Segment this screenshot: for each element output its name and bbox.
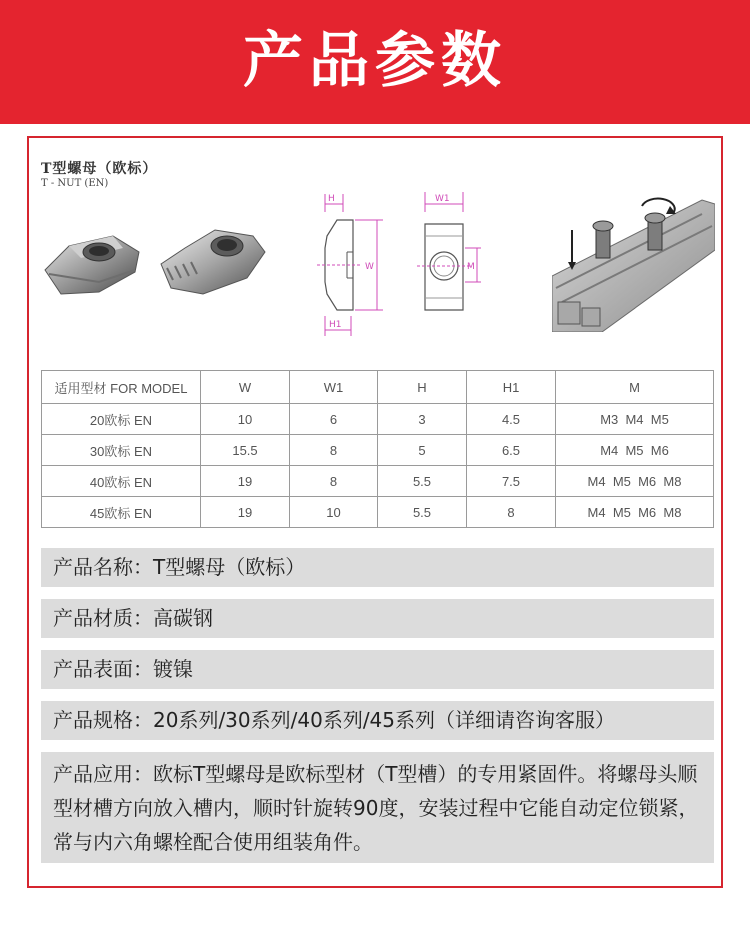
table-cell: 15.5 — [201, 435, 290, 466]
col-header-w1: W1 — [290, 371, 378, 404]
product-title-zh: T型螺母（欧标） — [41, 161, 158, 177]
table-row — [42, 466, 714, 497]
table-cell: 3 — [378, 404, 467, 435]
spec-table — [41, 370, 714, 528]
info-specification: 产品规格：20系列/30系列/40系列/45系列（详细请咨询客服） — [41, 701, 714, 740]
col-header-model: 适用型材 FOR MODEL — [42, 371, 201, 404]
product-card — [27, 136, 723, 888]
installation-photo — [552, 190, 715, 332]
info-application: 产品应用：欧标T型螺母是欧标型材（T型槽）的专用紧固件。将螺母头顺型材槽方向放入槽内，顺时针旋转90度，安装过程中它能自动定位锁紧， 常与内六角螺栓配合使用组装角件。 — [41, 752, 714, 863]
info-surface: 产品表面：镀镍 — [41, 650, 714, 689]
table-cell: 6.5 — [467, 435, 556, 466]
col-header-h1: H1 — [467, 371, 556, 404]
col-header-m: M — [556, 371, 714, 404]
table-cell: 5.5 — [378, 466, 467, 497]
table-cell: 8 — [467, 497, 556, 528]
dim-w1-label: W1 — [435, 194, 450, 204]
table-cell: M3 M4 M5 — [556, 404, 714, 435]
table-cell: 45欧标 EN — [42, 497, 201, 528]
table-cell: M4 M5 M6 — [556, 435, 714, 466]
table-row — [42, 404, 714, 435]
table-cell: 4.5 — [467, 404, 556, 435]
col-header-h: H — [378, 371, 467, 404]
dim-m-label: M — [467, 262, 475, 272]
table-row — [42, 435, 714, 466]
info-product-name: 产品名称：T型螺母（欧标） — [41, 548, 714, 587]
table-cell: 20欧标 EN — [42, 404, 201, 435]
table-row — [42, 497, 714, 528]
dim-h-label: H — [328, 194, 335, 204]
table-cell: 6 — [290, 404, 378, 435]
info-material: 产品材质：高碳钢 — [41, 599, 714, 638]
side-dimension-diagram — [317, 190, 385, 338]
header-banner — [0, 0, 750, 124]
table-cell: 5.5 — [378, 497, 467, 528]
table-cell: 10 — [201, 404, 290, 435]
table-cell: 19 — [201, 466, 290, 497]
dim-w-label: W — [365, 262, 374, 272]
table-cell: 19 — [201, 497, 290, 528]
table-cell: 8 — [290, 435, 378, 466]
table-cell: 5 — [378, 435, 467, 466]
dim-h1-label: H1 — [329, 320, 342, 330]
top-dimension-diagram — [415, 190, 487, 318]
page-title: 产品参数 — [243, 26, 507, 96]
table-cell: M4 M5 M6 M8 — [556, 466, 714, 497]
t-nut-photo-angled — [157, 218, 269, 304]
product-title-en: T - NUT (EN) — [41, 178, 109, 189]
table-cell: 40欧标 EN — [42, 466, 201, 497]
table-cell: 7.5 — [467, 466, 556, 497]
table-cell: M4 M5 M6 M8 — [556, 497, 714, 528]
table-cell: 30欧标 EN — [42, 435, 201, 466]
table-cell: 10 — [290, 497, 378, 528]
col-header-w: W — [201, 371, 290, 404]
table-cell: 8 — [290, 466, 378, 497]
table-header-row — [42, 371, 714, 404]
t-nut-photo-front — [39, 222, 149, 306]
